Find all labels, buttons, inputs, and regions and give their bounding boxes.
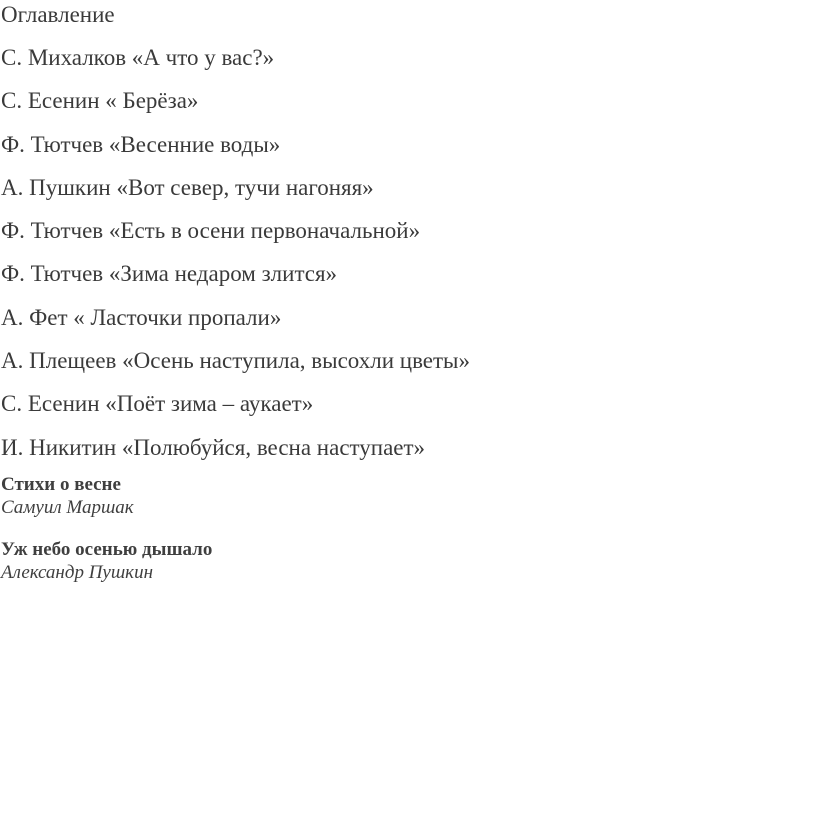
toc-item-3: Ф. Тютчев «Весенние воды» (1, 131, 281, 157)
toc-item-5: Ф. Тютчев «Есть в осени первоначальной» (1, 218, 421, 244)
poem-title: Уж небо осенью дышало (1, 539, 213, 560)
toc-item-7: А. Фет « Ласточки пропали» (1, 304, 282, 330)
toc-item-1: С. Михалков «А что у вас?» (1, 45, 275, 70)
poem-title: Стихи о весне (1, 474, 121, 495)
toc-list (1, 44, 470, 477)
toc-item-8: А. Плещеев «Осень наступила, высохли цветы» (1, 348, 471, 374)
toc-item-9: С. Есенин «Поёт зима – аукает» (1, 391, 314, 417)
toc-item-10: И. Никитин «Полюбуйся, весна наступает» (1, 434, 426, 460)
toc-item-6: Ф. Тютчев «Зима недаром злится» (1, 261, 338, 287)
toc-item-2: С. Есенин « Берёза» (1, 88, 199, 114)
poem-block-2 (1, 538, 212, 584)
toc-item-4: А. Пушкин «Вот север, тучи нагоняя» (1, 174, 374, 200)
poem-author: Александр Пушкин (1, 562, 153, 583)
toc-heading: Оглавление (1, 2, 115, 27)
poem-author: Самуил Маршак (1, 497, 134, 518)
poem-block-1 (1, 473, 134, 519)
